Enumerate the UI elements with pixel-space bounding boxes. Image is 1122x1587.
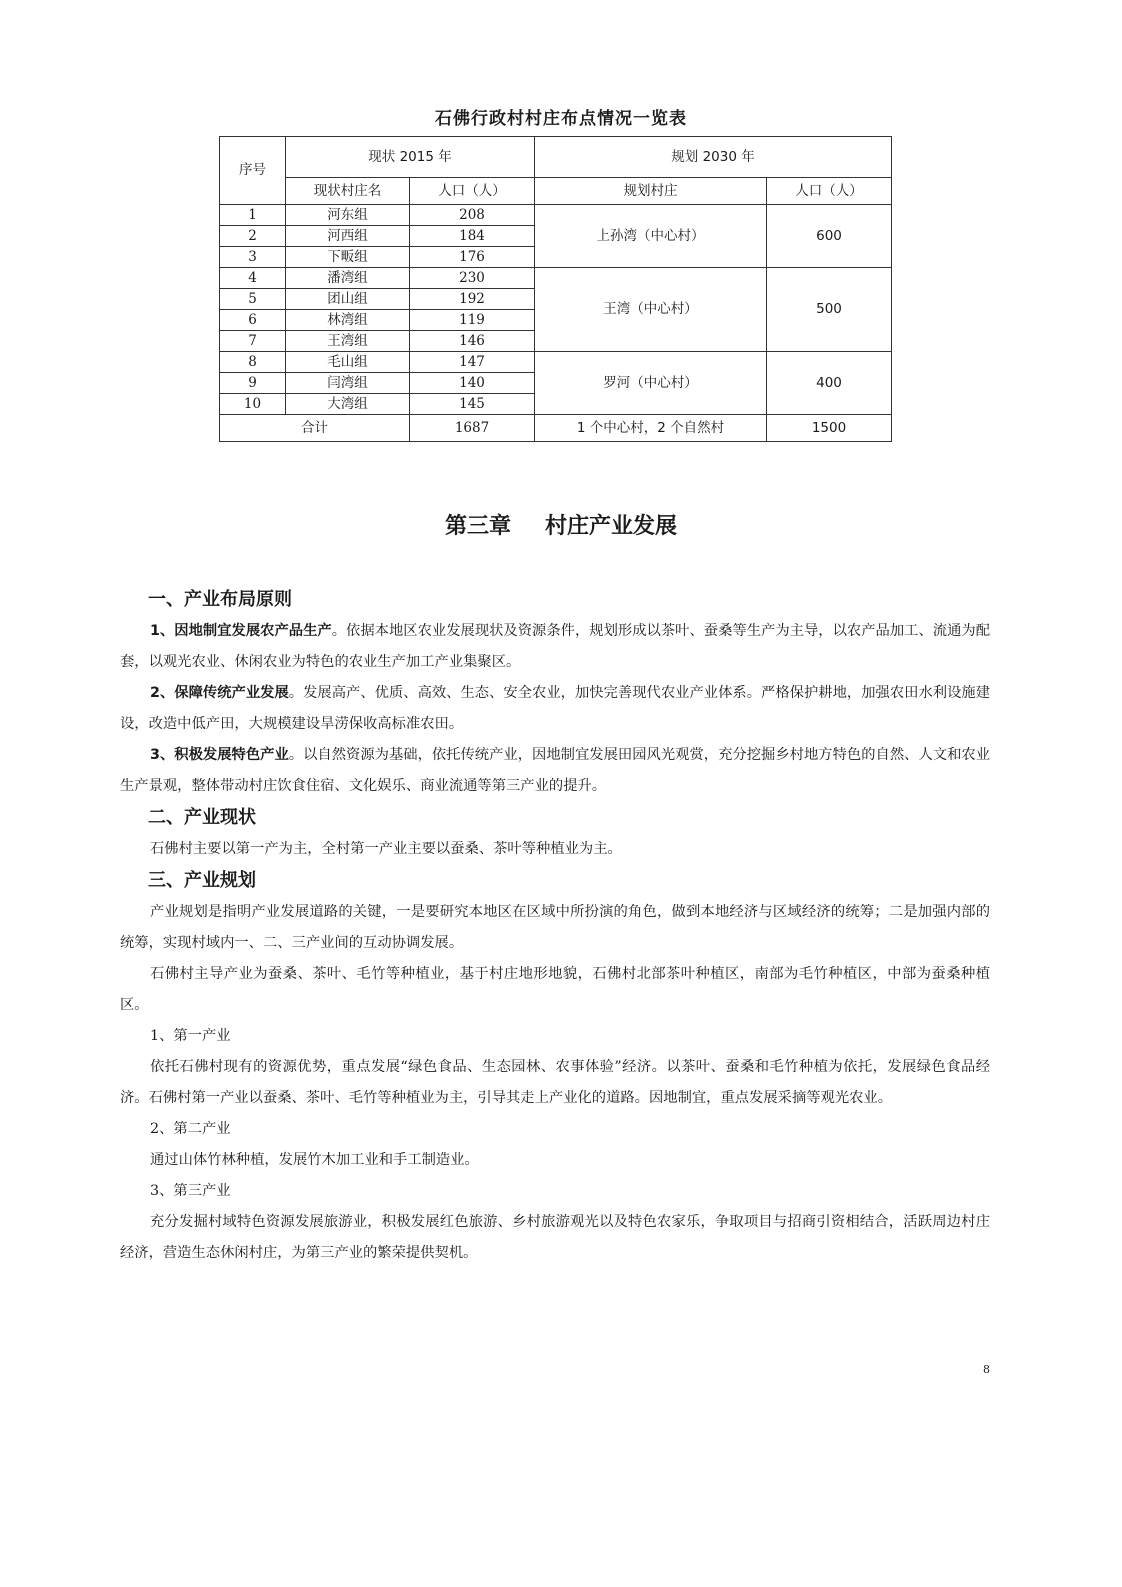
cell-name: 闫湾组 bbox=[286, 373, 410, 394]
cell-pop: 145 bbox=[410, 394, 535, 415]
paragraph bbox=[120, 678, 990, 740]
header-plan: 规划 2030 年 bbox=[535, 137, 892, 178]
subheading: 3、第三产业 bbox=[150, 1183, 231, 1199]
cell-plan-village: 上孙湾（中心村） bbox=[535, 205, 767, 268]
paragraph-text: 。以自然资源为基础，依托传统产业，因地制宜发展田园风光观赏，充分挖掘乡村地方特色的自然、人文和农业生产景观，整体带动村庄饮食住宿、文化娱乐、商业流通等第三产业的提升。 bbox=[120, 747, 990, 794]
cell-name: 王湾组 bbox=[286, 331, 410, 352]
cell-name: 河西组 bbox=[286, 226, 410, 247]
cell-pop: 176 bbox=[410, 247, 535, 268]
cell-name: 林湾组 bbox=[286, 310, 410, 331]
cell-seq: 7 bbox=[220, 331, 286, 352]
chapter-heading bbox=[0, 509, 1122, 540]
cell-seq: 5 bbox=[220, 289, 286, 310]
paragraph: 石佛村主要以第一产为主，全村第一产业主要以蚕桑、茶叶等种植业为主。 bbox=[150, 841, 622, 857]
cell-pop: 140 bbox=[410, 373, 535, 394]
cell-name: 毛山组 bbox=[286, 352, 410, 373]
cell-pop: 184 bbox=[410, 226, 535, 247]
cell-seq: 9 bbox=[220, 373, 286, 394]
cell-name: 团山组 bbox=[286, 289, 410, 310]
cell-pop: 146 bbox=[410, 331, 535, 352]
cell-plan-pop: 500 bbox=[767, 268, 892, 352]
cell-pop: 147 bbox=[410, 352, 535, 373]
cell-seq: 6 bbox=[220, 310, 286, 331]
table-title: 石佛行政村村庄布点情况一览表 bbox=[435, 109, 687, 129]
cell-seq: 10 bbox=[220, 394, 286, 415]
header-current-name: 现状村庄名 bbox=[286, 178, 410, 205]
header-current: 现状 2015 年 bbox=[286, 137, 535, 178]
table-row bbox=[220, 205, 892, 226]
total-plan-pop: 1500 bbox=[767, 415, 892, 442]
cell-seq: 8 bbox=[220, 352, 286, 373]
paragraph: 石佛村主导产业为蚕桑、茶叶、毛竹等种植业，基于村庄地形地貌，石佛村北部茶叶种植区，南部为毛竹种植区，中部为蚕桑种植区。 bbox=[120, 966, 990, 1013]
chapter-content bbox=[120, 584, 990, 1269]
paragraph bbox=[120, 616, 990, 678]
header-current-pop: 人口（人） bbox=[410, 178, 535, 205]
chapter-title: 村庄产业发展 bbox=[545, 514, 678, 539]
cell-name: 河东组 bbox=[286, 205, 410, 226]
cell-seq: 4 bbox=[220, 268, 286, 289]
table-row bbox=[220, 268, 892, 289]
cell-pop: 230 bbox=[410, 268, 535, 289]
page-number: 8 bbox=[983, 1363, 990, 1376]
header-plan-pop: 人口（人） bbox=[767, 178, 892, 205]
header-seq: 序号 bbox=[220, 137, 286, 205]
chapter-number: 第三章 bbox=[444, 514, 511, 539]
cell-seq: 3 bbox=[220, 247, 286, 268]
paragraph: 充分发掘村域特色资源发展旅游业，积极发展红色旅游、乡村旅游观光以及特色农家乐，争取项目与招商引资相结合，活跃周边村庄经济，营造生态休闲村庄，为第三产业的繁荣提供契机。 bbox=[120, 1214, 990, 1261]
cell-plan-pop: 400 bbox=[767, 352, 892, 415]
cell-plan-village: 王湾（中心村） bbox=[535, 268, 767, 352]
paragraph-lead: 3、积极发展特色产业 bbox=[150, 747, 289, 763]
paragraph-lead: 1、因地制宜发展农产品生产 bbox=[150, 623, 332, 639]
cell-plan-village: 罗河（中心村） bbox=[535, 352, 767, 415]
cell-pop: 208 bbox=[410, 205, 535, 226]
subheading: 2、第二产业 bbox=[150, 1121, 231, 1137]
cell-name: 大湾组 bbox=[286, 394, 410, 415]
cell-name: 潘湾组 bbox=[286, 268, 410, 289]
table-subheader-row bbox=[220, 178, 892, 205]
table-row bbox=[220, 352, 892, 373]
cell-pop: 192 bbox=[410, 289, 535, 310]
section-heading: 二、产业现状 bbox=[148, 807, 256, 828]
paragraph-lead: 2、保障传统产业发展 bbox=[150, 685, 289, 701]
header-plan-village: 规划村庄 bbox=[535, 178, 767, 205]
section-heading: 三、产业规划 bbox=[148, 870, 256, 891]
total-plan-desc: 1 个中心村，2 个自然村 bbox=[535, 415, 767, 442]
table-total-row bbox=[220, 415, 892, 442]
total-label: 合计 bbox=[220, 415, 410, 442]
cell-seq: 2 bbox=[220, 226, 286, 247]
paragraph-text: 。依据本地区农业发展现状及资源条件，规划形成以茶叶、蚕桑等生产为主导，以农产品加工、流通为配套，以观光农业、休闲农业为特色的农业生产加工产业集聚区。 bbox=[120, 623, 990, 670]
table-header-row bbox=[220, 137, 892, 178]
paragraph: 通过山体竹林种植，发展竹木加工业和手工制造业。 bbox=[150, 1152, 479, 1168]
paragraph: 产业规划是指明产业发展道路的关键，一是要研究本地区在区域中所扮演的角色，做到本地经济与区域经济的统筹；二是加强内部的统筹，实现村域内一、二、三产业间的互动协调发展。 bbox=[120, 904, 990, 951]
subheading: 1、第一产业 bbox=[150, 1028, 231, 1044]
cell-seq: 1 bbox=[220, 205, 286, 226]
section-heading: 一、产业布局原则 bbox=[148, 589, 292, 610]
cell-pop: 119 bbox=[410, 310, 535, 331]
cell-plan-pop: 600 bbox=[767, 205, 892, 268]
village-layout-table bbox=[219, 136, 892, 442]
total-pop: 1687 bbox=[410, 415, 535, 442]
cell-name: 下畈组 bbox=[286, 247, 410, 268]
paragraph-text: 。发展高产、优质、高效、生态、安全农业，加快完善现代农业产业体系。严格保护耕地，加强农田水利设施建设，改造中低产田，大规模建设旱涝保收高标准农田。 bbox=[120, 685, 990, 732]
paragraph: 依托石佛村现有的资源优势，重点发展“绿色食品、生态园林、农事体验”经济。以茶叶、蚕桑和毛竹种植为依托，发展绿色食品经济。石佛村第一产业以蚕桑、茶叶、毛竹等种植业为主，引导其走上产业化的道路。因地制宜，重点发展采摘等观光农业。 bbox=[120, 1059, 990, 1106]
paragraph bbox=[120, 740, 990, 802]
